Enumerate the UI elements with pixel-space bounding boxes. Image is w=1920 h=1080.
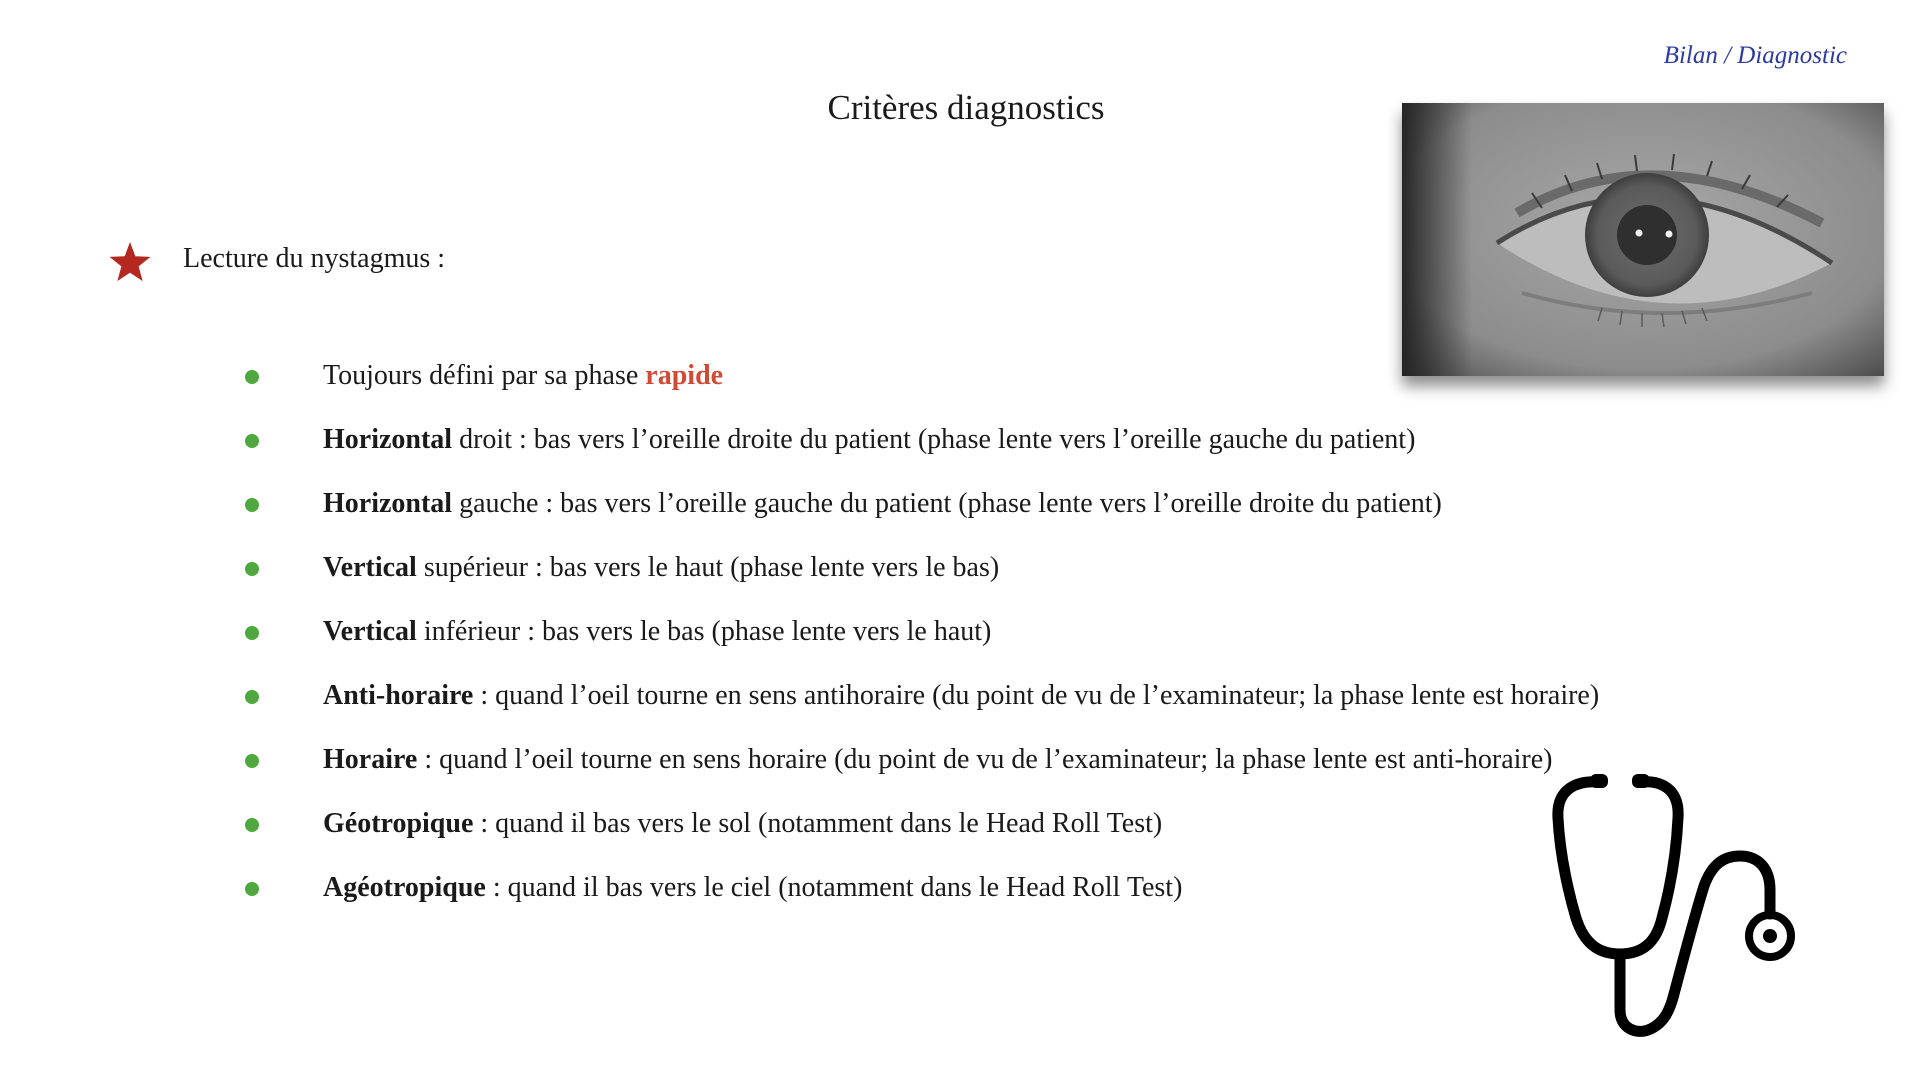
bullet-description: droit : bas vers l’oreille droite du patient (phase lente vers l’oreille gauche du patient) <box>452 424 1416 455</box>
bullet-term: Géotropique <box>323 808 474 839</box>
bullet-term: Agéotropique <box>323 872 486 903</box>
bullet-dot <box>245 626 259 640</box>
bullet-description: : quand il bas vers le sol (notamment dans le Head Roll Test) <box>473 808 1163 839</box>
bullet-dot <box>245 434 259 448</box>
bullet-description: : quand il bas vers le ciel (notamment dans le Head Roll Test) <box>485 872 1183 903</box>
bullet-text <box>323 484 1442 524</box>
bullet-accent: rapide <box>645 360 724 391</box>
section-label: Bilan / Diagnostic <box>1663 42 1847 69</box>
bullet-description: : quand l’oeil tourne en sens horaire (du point de vu de l’examinateur; la phase lente est anti-horaire) <box>417 744 1553 775</box>
bullet-dot <box>245 818 259 832</box>
star-icon <box>108 240 152 284</box>
bullet-term: Horizontal <box>323 424 453 455</box>
bullet-text <box>323 868 1182 908</box>
bullet-text <box>323 740 1553 780</box>
slide-title: Critères diagnostics <box>827 88 1105 127</box>
bullet-dot <box>245 882 259 896</box>
bullet-description: gauche : bas vers l’oreille gauche du patient (phase lente vers l’oreille droite du patient) <box>452 488 1442 519</box>
bullet-text <box>323 420 1415 460</box>
bullet-text <box>323 676 1599 716</box>
eye-photo <box>1402 103 1884 376</box>
stethoscope-icon <box>1548 768 1830 1040</box>
bullet-text <box>323 356 723 396</box>
bullet-description: : quand l’oeil tourne en sens antihoraire (du point de vu de l’examinateur; la phase lente est horaire) <box>473 680 1600 711</box>
bullet-term: Horaire <box>323 744 418 775</box>
bullet-dot <box>245 690 259 704</box>
bullet-dot <box>245 754 259 768</box>
bullet-term: Vertical <box>323 552 417 583</box>
bullet-description: inférieur : bas vers le bas (phase lente vers le haut) <box>416 616 992 647</box>
bullet-dot <box>245 498 259 512</box>
bullet-dot <box>245 562 259 576</box>
bullet-term: Vertical <box>323 616 417 647</box>
bullet-dot <box>245 370 259 384</box>
bullet-description: supérieur : bas vers le haut (phase lente vers le bas) <box>416 552 1000 583</box>
bullet-text <box>323 612 991 652</box>
bullet-term: Anti-horaire <box>323 680 474 711</box>
bullet-text <box>323 548 999 588</box>
intro-text: Lecture du nystagmus : <box>183 243 446 274</box>
bullet-term: Horizontal <box>323 488 453 519</box>
bullet-description: Toujours défini par sa phase <box>323 360 646 391</box>
bullet-text <box>323 804 1162 844</box>
